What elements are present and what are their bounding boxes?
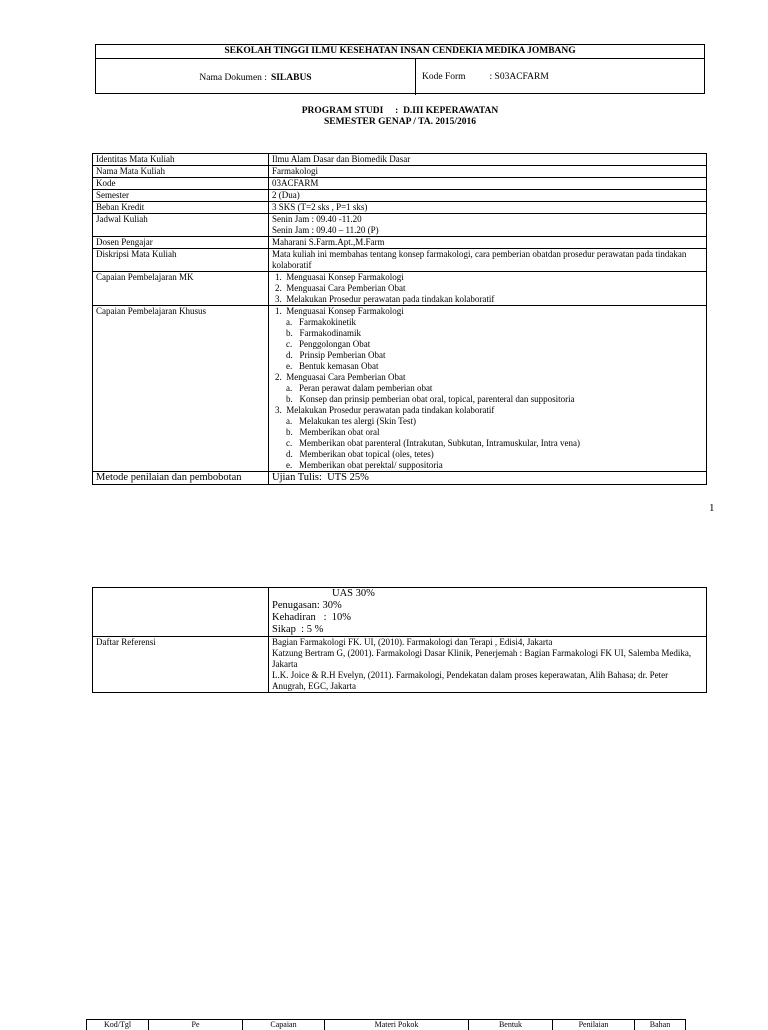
- column-header: Bentuk: [468, 1020, 552, 1030]
- list-item: 1. Menguasai Konsep Farmakologi: [275, 272, 404, 282]
- row-value: 03ACFARM: [269, 178, 707, 190]
- form-code-cell: [416, 59, 549, 95]
- table-row: [93, 178, 707, 190]
- reference-item: Katzung Bertram G, (2001). Farmakologi Dasar Klinik, Penerjemah : Bagian Farmakologi FK UI, Salemba Medika, Jakarta: [272, 648, 692, 669]
- column-header: Materi Pokok: [324, 1020, 468, 1030]
- row-value: [269, 214, 707, 237]
- row-label: Jadwal Kuliah: [93, 214, 269, 237]
- institution-name: SEKOLAH TINGGI ILMU KESEHATAN INSAN CENDEKIA MEDIKA JOMBANG: [96, 45, 704, 59]
- syllabus-table: [92, 153, 707, 485]
- table-row: [93, 306, 707, 472]
- schedule-line: Senin Jam : 09.40 -11.20: [272, 214, 362, 224]
- table-row: [93, 166, 707, 178]
- list-item: 2. Menguasai Cara Pemberian Obat: [275, 372, 406, 382]
- list-item: e. Memberikan obat perektal/ suppositoria: [286, 460, 443, 470]
- row-label: Semester: [93, 190, 269, 202]
- list-item: 3. Melakukan Prosedur perawatan pada tindakan kolaboratif: [275, 405, 495, 415]
- row-label: Metode penilaian dan pembobotan: [93, 472, 269, 485]
- reference-item: Bagian Farmakologi FK. UI, (2010). Farmakologi dan Terapi , Edisi4, Jakarta: [272, 637, 553, 647]
- row-value: Farmakologi: [269, 166, 707, 178]
- list-item: c. Penggolongan Obat: [286, 339, 371, 349]
- row-label: Diskripsi Mata Kuliah: [93, 249, 269, 272]
- list-item: b. Konsep dan prinsip pemberian obat oral, topical, parenteral dan suppositoria: [286, 394, 575, 404]
- list-item: 2. Menguasai Cara Pemberian Obat: [275, 283, 406, 293]
- row-value: Mata kuliah ini membahas tentang konsep farmakologi, cara pemberian obatdan prosedur perawatan pada tindakan kolaboratif: [269, 249, 707, 272]
- table-row: [93, 637, 707, 693]
- table-row: [93, 272, 707, 306]
- schedule-table-header: [86, 1019, 686, 1030]
- syllabus-table-continued: [92, 587, 707, 693]
- row-label: Identitas Mata Kuliah: [93, 154, 269, 166]
- row-value: [269, 272, 707, 306]
- table-row: [93, 472, 707, 485]
- reference-item: L.K. Joice & R.H Evelyn, (2011). Farmakologi, Pendekatan dalam proses keperawatan, Alih Bahasa; dr. Peter Anugrah, EGC, Jakarta: [272, 670, 669, 691]
- column-header: Bahan: [634, 1020, 686, 1030]
- row-label: Capaian Pembelajaran MK: [93, 272, 269, 306]
- list-item: 3. Melakukan Prosedur perawatan pada tindakan kolaboratif: [275, 294, 495, 304]
- column-header: Penilaian: [552, 1020, 634, 1030]
- row-label: Daftar Referensi: [93, 637, 269, 693]
- row-value: Maharani S.Farm.Apt.,M.Farm: [269, 237, 707, 249]
- row-value: 2 (Dua): [269, 190, 707, 202]
- table-row: [93, 154, 707, 166]
- column-header: Capaian: [242, 1020, 324, 1030]
- page-number: 1: [709, 502, 715, 514]
- document-name-cell: [96, 59, 416, 95]
- row-label: [93, 588, 269, 637]
- assessment-uas: UAS 30%: [332, 588, 375, 599]
- list-item: 1. Menguasai Konsep Farmakologi: [275, 306, 404, 316]
- list-item: a. Farmakokinetik: [286, 317, 356, 327]
- column-header: Pe: [148, 1020, 242, 1030]
- list-item: b. Farmakodinamik: [286, 328, 361, 338]
- table-row: [93, 249, 707, 272]
- row-value: 3 SKS (T=2 sks , P=1 sks): [269, 202, 707, 214]
- list-item: c. Memberikan obat parenteral (Intrakutan, Subkutan, Intramuskular, Intra vena): [286, 438, 581, 448]
- list-item: b. Memberikan obat oral: [286, 427, 380, 437]
- table-row: [93, 190, 707, 202]
- form-value: : S03ACFARM: [489, 72, 549, 82]
- table-row: [93, 214, 707, 237]
- table-row: [93, 237, 707, 249]
- row-label: Capaian Pembelajaran Khusus: [93, 306, 269, 472]
- row-value: Ujian Tulis: UTS 25%: [269, 472, 707, 485]
- row-label: Kode: [93, 178, 269, 190]
- semester-line: SEMESTER GENAP / TA. 2015/2016: [324, 117, 476, 127]
- row-value: [269, 588, 707, 637]
- assessment-kehadiran: Kehadiran : 10%: [272, 612, 352, 623]
- doc-value: SILABUS: [270, 73, 312, 83]
- doc-label: Nama Dokumen :: [199, 73, 267, 83]
- column-header: Kod/Tgl: [86, 1020, 148, 1030]
- program-heading: [0, 106, 768, 128]
- row-value: Ilmu Alam Dasar dan Biomedik Dasar: [269, 154, 707, 166]
- row-label: Nama Mata Kuliah: [93, 166, 269, 178]
- list-item: d. Prinsip Pemberian Obat: [286, 350, 386, 360]
- document-header: [95, 44, 705, 94]
- row-value: [269, 637, 707, 693]
- list-item: e. Bentuk kemasan Obat: [286, 361, 379, 371]
- row-value: [269, 306, 707, 472]
- table-row: [93, 202, 707, 214]
- list-item: a. Melakukan tes alergi (Skin Test): [286, 416, 417, 426]
- assessment-penugasan: Penugasan: 30%: [272, 600, 342, 611]
- table-row: [93, 588, 707, 637]
- assessment-sikap: Sikap : 5 %: [272, 624, 324, 635]
- list-item: d. Memberikan obat topical (oles, tetes): [286, 449, 434, 459]
- schedule-line: Senin Jam : 09.40 – 11.20 (P): [272, 225, 379, 235]
- row-label: Beban Kredit: [93, 202, 269, 214]
- list-item: a. Peran perawat dalam pemberian obat: [286, 383, 433, 393]
- form-label: Kode Form: [422, 72, 466, 82]
- row-label: Dosen Pengajar: [93, 237, 269, 249]
- program-line: PROGRAM STUDI : D.III KEPERAWATAN: [301, 106, 499, 116]
